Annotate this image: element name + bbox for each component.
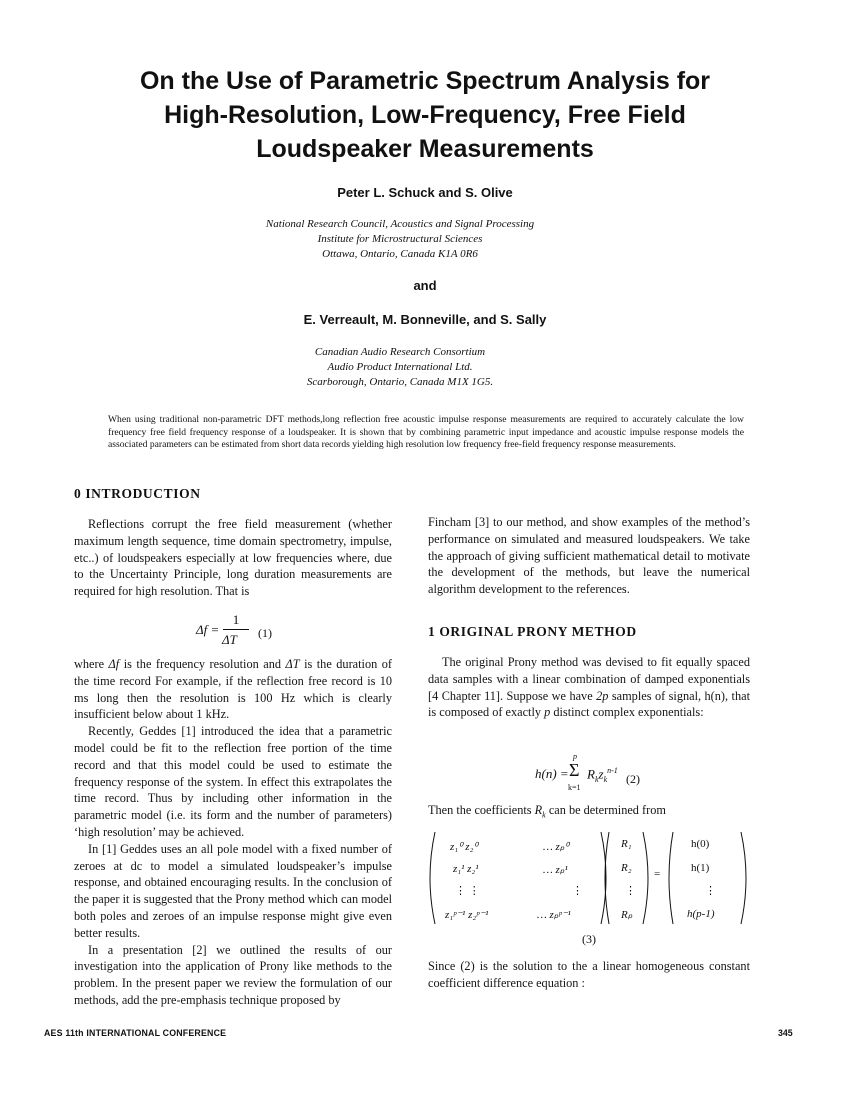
intro-paragraph-2: [74, 656, 392, 723]
intro-paragraph-continued: Fincham [3] to our method, and show examples of the method’s performance on simulated and measured loudspeakers. We take the approach of giving sufficient mathematical detail to motivate the development of the methods, but leave the numerical algorithm development to the references.: [428, 515, 750, 597]
prony-p2-a: Then the coefficients: [428, 803, 532, 817]
eq2-z: z: [598, 766, 604, 782]
abstract: When using traditional non-parametric DFT methods,long reflection free acoustic impulse response measurements are required to accurately calculate the low frequency free field frequency response of a loudspeaker. It is shown that by combining parametric input impedance and acoustic impulse response models the associated parameters can be estimated from short data records yielding high resolution low frequency free-field frequency response measurements.: [108, 414, 744, 450]
matrix-h-r2: h(1): [691, 862, 710, 874]
bracket-h-right: [741, 832, 746, 924]
eq2-lower-limit: k=1: [568, 783, 581, 792]
right-column-bottom: [428, 958, 750, 992]
eq2-r: R: [587, 766, 595, 782]
matrix-z-r1-last: … zₚ⁰: [543, 841, 569, 853]
matrix-z-r3-last: ⋮: [572, 885, 583, 897]
paper-title: [70, 64, 780, 166]
affiliation-2-line-2: Audio Product International Ltd.: [327, 361, 473, 373]
authors-group-1: Peter L. Schuck and S. Olive: [337, 185, 513, 200]
affiliation-1-line-1: National Research Council, Acoustics and Signal Processing: [265, 218, 535, 230]
intro-paragraph-3: Recently, Geddes [1] introduced the idea that a parametric model could be fit to the reflection free portion of the time record and that this model could be used to estimate the frequency response of the system. In effect this extrapolates the time record. Thus by including other information in the parametric model (i.e. its form and the number of parameters) ‘high resolution’ may be achieved.: [74, 724, 392, 839]
eq2-sigma: Σ: [569, 760, 580, 780]
eq2-lhs: h(n) =: [535, 766, 569, 781]
section-heading-prony: 1 ORIGINAL PRONY METHOD: [428, 624, 637, 639]
matrix-z-r2-last: … zₚ¹: [543, 864, 568, 876]
right-column-top: [428, 514, 750, 598]
eq2-r-sub: k: [594, 774, 599, 784]
matrix-r-r2: R₂: [621, 862, 632, 874]
eq1-numerator: 1: [232, 612, 240, 627]
p2-where: where: [74, 657, 105, 671]
matrix-z-r3-first: ⋮ ⋮: [455, 885, 480, 897]
matrix-z-r1-first: z₁⁰ z₂⁰: [450, 841, 478, 853]
title-line-2: High-Resolution, Low-Frequency, Free Field: [164, 101, 686, 129]
eq1-lhs: Δf =: [196, 622, 220, 637]
matrix-z-r2-first: z₁¹ z₂¹: [453, 863, 479, 875]
eq2-term: [587, 766, 618, 784]
left-column-top: [74, 516, 392, 600]
bracket-z-left: [430, 832, 435, 924]
eq2-exponent: n-1: [607, 766, 618, 775]
symbol-rk-sub: k: [542, 810, 546, 820]
prony-p2-b: can be determined from: [548, 803, 666, 817]
prony-paragraph-2: [428, 802, 750, 824]
symbol-rk: [534, 803, 546, 820]
footer-page-number: 345: [778, 1028, 793, 1038]
affiliation-2: [0, 345, 800, 390]
title-line-3: Loudspeaker Measurements: [256, 135, 594, 163]
left-column-body: [74, 656, 392, 1009]
eq1-number: (1): [258, 626, 272, 640]
p2-rest: is the duration of the time record For example, if the reflection free record is 10 ms long then the resolution is 100 Hz which is clearly insufficient below about 1 kHz.: [74, 657, 392, 722]
p2-freq-res: is the frequency resolution and: [123, 657, 281, 671]
and-separator: and: [413, 278, 437, 293]
eq2-number: (2): [626, 772, 640, 786]
matrix-equals: =: [654, 868, 661, 880]
affiliation-1-line-3: Ottawa, Ontario, Canada K1A 0R6: [322, 248, 478, 260]
prony-p1-b: samples of signal, h(n), that is composed of exactly: [428, 688, 750, 720]
symbol-delta-t: ΔT: [285, 657, 300, 671]
equation-2: [535, 752, 685, 796]
matrix-h-r3: ⋮: [705, 885, 716, 897]
intro-paragraph-1: Reflections corrupt the free field measurement (whether maximum length sequence, time domain spectrometry, impulse, etc..) of loudspeakers especially at low frequencies where, due to the Uncertainty Principle, long duration measurements are required for high resolution. That is: [74, 517, 392, 599]
matrix-z-r4-last: … zₚᵖ⁻¹: [537, 909, 571, 921]
symbol-2p: 2p: [596, 688, 609, 703]
equation-3-matrix: [425, 828, 755, 928]
eq3-number: (3): [582, 932, 596, 946]
prony-p1-c: distinct complex exponentials:: [553, 705, 704, 720]
affiliation-1: [0, 217, 800, 262]
footer-conference: AES 11th INTERNATIONAL CONFERENCE: [44, 1028, 227, 1038]
symbol-rk-base: R: [534, 803, 543, 817]
intro-paragraph-5: In a presentation [2] we outlined the results of our investigation into the application of Prony like methods to the problem. In the present paper we review the formulation of our methods, add the pre-emphasis technique proposed by: [74, 942, 392, 1007]
affiliation-1-line-2: Institute for Microstructural Sciences: [317, 233, 483, 245]
symbol-p: p: [544, 705, 551, 720]
matrix-r-r4: Rₚ: [621, 909, 633, 921]
eq1-denominator: ΔT: [222, 632, 237, 647]
prony-p1-a: The original Prony method was devised to fit equally spaced data samples with a linear combination of damped exponentials [4 Chapter 11]. Suppose we have: [428, 655, 750, 703]
eq2-upper-limit: p: [573, 752, 577, 761]
title-line-1: On the Use of Parametric Spectrum Analysis for: [139, 67, 711, 95]
matrix-r-r1: R₁: [621, 838, 632, 850]
affiliation-2-line-1: Canadian Audio Research Consortium: [314, 346, 486, 358]
section-heading-introduction: 0 INTRODUCTION: [74, 486, 201, 501]
right-column-prony: [428, 654, 750, 721]
prony-paragraph-3: Since (2) is the solution to the a linear homogeneous constant coefficient difference equation :: [428, 959, 750, 990]
eq1-fraction-bar: [223, 629, 249, 630]
affiliation-2-line-3: Scarborough, Ontario, Canada M1X 1G5.: [306, 376, 494, 388]
matrix-z-r4-first: z₁ᵖ⁻¹ z₂ᵖ⁻¹: [445, 909, 489, 921]
eq2-z-sub: k: [603, 774, 608, 784]
intro-paragraph-4: In [1] Geddes uses an all pole model with a fixed number of zeroes at dc to model a simulated loudspeaker’s impulse response, and obtained encouraging results. In the conclusion of the paper it is suggested that the Prony method which can model both poles and zeroes of an impulse response might give even better results.: [74, 841, 392, 940]
matrix-r-r3: ⋮: [625, 885, 636, 897]
matrix-h-r1: h(0): [691, 838, 710, 850]
symbol-delta-f: Δf: [108, 657, 120, 671]
authors-group-2: E. Verreault, M. Bonneville, and S. Sally: [303, 312, 547, 327]
prony-paragraph-1: [428, 654, 750, 721]
matrix-h-r4: h(p-1): [687, 908, 715, 920]
right-column-coeffs: [428, 802, 750, 824]
bracket-h-left: [669, 832, 673, 924]
bracket-r-right: [643, 832, 648, 924]
